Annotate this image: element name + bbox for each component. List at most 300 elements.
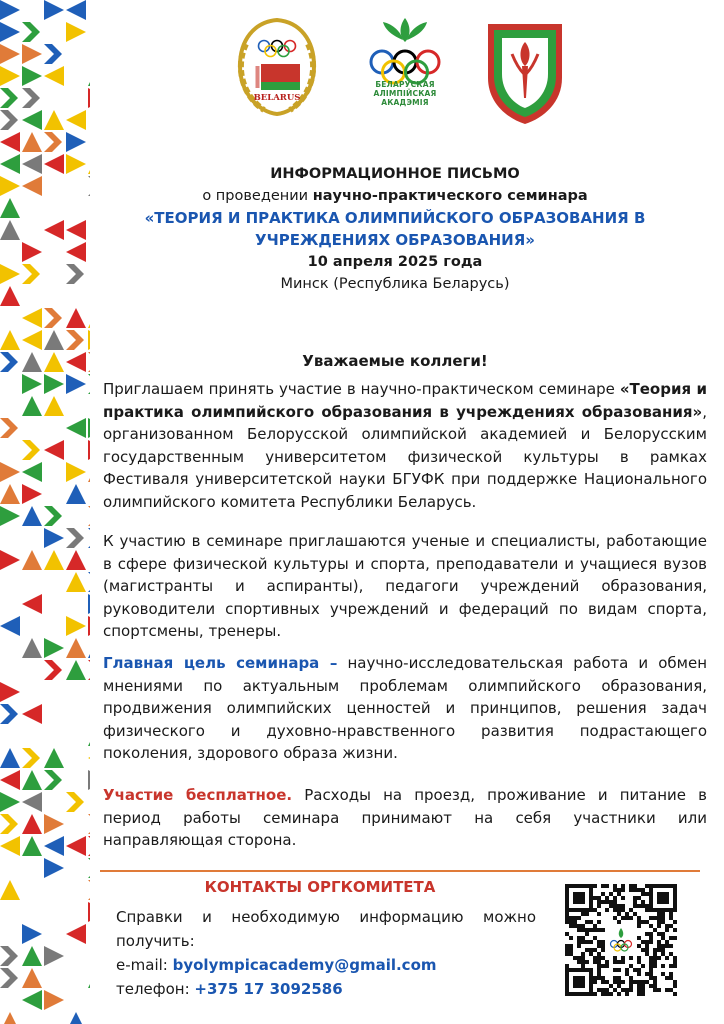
pattern-shape xyxy=(22,550,42,570)
pattern-shape xyxy=(0,616,20,636)
pattern-shape xyxy=(44,748,64,768)
qr-module xyxy=(605,884,609,888)
pattern-shape xyxy=(44,858,64,878)
qr-module xyxy=(593,884,597,888)
qr-module xyxy=(597,920,601,924)
invitation-paragraph xyxy=(103,378,707,513)
qr-module xyxy=(645,892,649,896)
pattern-shape xyxy=(44,814,64,834)
qr-module xyxy=(621,956,625,960)
qr-module xyxy=(649,968,653,972)
qr-module xyxy=(581,928,585,932)
noc-label: BELARUS xyxy=(253,93,301,103)
pattern-shape xyxy=(22,264,40,284)
qr-module xyxy=(597,944,601,948)
qr-module xyxy=(565,948,569,952)
qr-module xyxy=(577,936,581,940)
pattern-shape xyxy=(22,484,42,504)
qr-module xyxy=(649,960,653,964)
qr-module xyxy=(673,964,677,968)
qr-module xyxy=(605,992,609,996)
qr-module xyxy=(645,940,649,944)
pattern-shape xyxy=(22,66,42,86)
pattern-shape xyxy=(66,132,86,152)
qr-module xyxy=(637,972,641,976)
pattern-shape xyxy=(66,528,84,548)
pattern-shape xyxy=(0,748,20,768)
pattern-shape xyxy=(88,968,90,988)
qr-module xyxy=(629,980,633,984)
pattern-shape xyxy=(66,374,86,394)
qr-module xyxy=(617,908,621,912)
qr-module xyxy=(645,904,649,908)
qr-module xyxy=(597,988,601,992)
qr-module xyxy=(641,900,645,904)
academy-name-line: БЕЛАРУСКАЯ xyxy=(375,80,435,89)
qr-module xyxy=(661,952,665,956)
qr-module xyxy=(637,920,641,924)
qr-module xyxy=(597,900,601,904)
qr-module xyxy=(617,992,621,996)
pattern-shape xyxy=(44,352,64,372)
qr-module xyxy=(621,888,625,892)
qr-module xyxy=(601,964,605,968)
pattern-shape xyxy=(88,616,90,636)
pattern-shape xyxy=(44,506,62,526)
qr-module xyxy=(569,916,573,920)
qr-module xyxy=(625,916,629,920)
qr-module xyxy=(637,992,641,996)
pattern-shape xyxy=(22,770,42,790)
qr-module xyxy=(601,992,605,996)
pattern-shape xyxy=(88,88,90,108)
qr-module xyxy=(665,988,669,992)
qr-module xyxy=(597,940,601,944)
qr-module xyxy=(593,936,597,940)
qr-module xyxy=(669,952,673,956)
pattern-shape xyxy=(0,198,20,218)
pattern-shape xyxy=(88,528,90,548)
free-participation-paragraph xyxy=(103,784,707,852)
qr-module xyxy=(577,960,581,964)
email-line xyxy=(116,953,536,977)
qr-module xyxy=(661,932,665,936)
qr-module xyxy=(653,988,657,992)
qr-module xyxy=(577,944,581,948)
qr-module xyxy=(605,908,609,912)
pattern-shape xyxy=(66,330,84,350)
qr-module xyxy=(617,968,621,972)
qr-module xyxy=(629,976,633,980)
qr-module xyxy=(649,964,653,968)
pattern-shape xyxy=(22,638,42,658)
pattern-shape xyxy=(44,308,62,328)
qr-module xyxy=(657,988,661,992)
qr-module xyxy=(673,928,677,932)
qr-module xyxy=(649,916,653,920)
qr-module xyxy=(641,948,645,952)
pattern-shape xyxy=(0,792,20,812)
pattern-shape xyxy=(44,220,64,240)
pattern-shape xyxy=(0,66,20,86)
pattern-shape xyxy=(0,704,18,724)
qr-module xyxy=(657,940,661,944)
pattern-shape xyxy=(0,264,20,284)
qr-module xyxy=(597,904,601,908)
pattern-shape xyxy=(22,396,42,416)
qr-module xyxy=(653,984,657,988)
qr-module xyxy=(617,892,621,896)
qr-module xyxy=(569,936,573,940)
qr-module xyxy=(605,980,609,984)
pattern-shape xyxy=(88,902,90,922)
qr-module xyxy=(609,892,613,896)
qr-module xyxy=(621,908,625,912)
pattern-shape xyxy=(66,418,86,438)
qr-module xyxy=(565,912,569,916)
qr-module xyxy=(657,916,661,920)
pattern-shape xyxy=(66,484,86,504)
pattern-shape xyxy=(88,66,90,86)
qr-module xyxy=(617,904,621,908)
pattern-shape xyxy=(66,0,86,20)
qr-module xyxy=(669,988,673,992)
pattern-shape xyxy=(22,814,42,834)
qr-module xyxy=(613,976,617,980)
seminar-date: 10 апреля 2025 года xyxy=(307,254,483,270)
qr-module xyxy=(597,956,601,960)
qr-module xyxy=(613,896,617,900)
qr-module xyxy=(649,972,653,976)
pattern-shape xyxy=(22,176,42,196)
qr-module xyxy=(673,920,677,924)
qr-module xyxy=(657,912,661,916)
qr-module xyxy=(613,960,617,964)
qr-module xyxy=(569,952,573,956)
qr-module xyxy=(629,988,633,992)
qr-module xyxy=(673,992,677,996)
qr-module xyxy=(641,892,645,896)
qr-module xyxy=(641,980,645,984)
qr-module xyxy=(581,940,585,944)
pattern-shape xyxy=(66,242,86,262)
qr-module xyxy=(577,940,581,944)
qr-module xyxy=(613,884,617,888)
qr-module xyxy=(629,984,633,988)
olympic-academy-logo-icon xyxy=(355,14,455,126)
pattern-shape xyxy=(22,792,42,812)
contacts-divider xyxy=(100,870,700,872)
pattern-shape xyxy=(22,154,42,174)
qr-module xyxy=(577,928,581,932)
pattern-shape xyxy=(22,990,42,1010)
qr-module xyxy=(657,956,661,960)
qr-module xyxy=(605,896,609,900)
qr-module xyxy=(565,964,569,968)
qr-module xyxy=(597,928,601,932)
qr-module xyxy=(645,972,649,976)
qr-module xyxy=(665,976,669,980)
qr-module xyxy=(621,916,625,920)
qr-module xyxy=(637,960,641,964)
qr-module xyxy=(661,964,665,968)
pattern-shape xyxy=(88,770,90,790)
pattern-shape xyxy=(88,374,90,394)
pattern-shape xyxy=(0,286,20,306)
goal-paragraph xyxy=(103,652,707,765)
pattern-shape xyxy=(22,968,42,988)
qr-module xyxy=(569,924,573,928)
noc-belarus-emblem-icon xyxy=(224,14,330,120)
qr-module xyxy=(617,980,621,984)
pattern-shape xyxy=(0,418,18,438)
qr-module xyxy=(641,888,645,892)
qr-module xyxy=(589,940,593,944)
qr-module xyxy=(593,908,597,912)
qr-module xyxy=(597,968,601,972)
qr-module xyxy=(601,976,605,980)
qr-module xyxy=(613,968,617,972)
pattern-shape xyxy=(0,836,20,856)
qr-module xyxy=(601,988,605,992)
subtitle-bold: научно-практического семинара xyxy=(312,188,588,204)
pattern-shape xyxy=(0,682,20,702)
pattern-shape xyxy=(88,1012,90,1024)
qr-module xyxy=(649,956,653,960)
qr-module xyxy=(637,968,641,972)
phone-link[interactable]: +375 17 3092586 xyxy=(194,980,343,998)
qr-module xyxy=(649,936,653,940)
qr-module xyxy=(581,912,585,916)
pattern-shape xyxy=(0,176,20,196)
pattern-shape xyxy=(22,242,42,262)
qr-module xyxy=(577,916,581,920)
qr-module xyxy=(573,920,577,924)
qr-module xyxy=(601,900,605,904)
free-text: Расходы на проезд, проживание и питание в период работы семинара принимают на себя участники или направляющая сторона. xyxy=(103,786,707,849)
qr-module xyxy=(605,960,609,964)
qr-module xyxy=(625,992,629,996)
qr-module xyxy=(633,904,637,908)
qr-module xyxy=(665,924,669,928)
qr-module xyxy=(581,936,585,940)
qr-module xyxy=(661,936,665,940)
qr-module xyxy=(617,888,621,892)
qr-module xyxy=(665,940,669,944)
pattern-shape xyxy=(66,616,86,636)
qr-module xyxy=(641,988,645,992)
qr-module xyxy=(605,988,609,992)
qr-module xyxy=(649,940,653,944)
qr-module xyxy=(573,892,585,904)
qr-module xyxy=(581,964,585,968)
qr-module xyxy=(637,904,641,908)
qr-module xyxy=(589,948,593,952)
pattern-shape xyxy=(88,154,90,174)
qr-module xyxy=(637,916,641,920)
qr-module xyxy=(617,984,621,988)
qr-module xyxy=(593,992,597,996)
pattern-shape xyxy=(44,638,64,658)
pattern-shape xyxy=(88,858,90,878)
qr-module xyxy=(645,920,649,924)
pattern-shape xyxy=(44,66,64,86)
qr-module xyxy=(613,980,617,984)
qr-module xyxy=(645,932,649,936)
pattern-shape xyxy=(66,110,86,130)
qr-module xyxy=(565,932,569,936)
qr-module xyxy=(645,944,649,948)
pattern-shape xyxy=(88,814,90,834)
qr-module xyxy=(601,884,605,888)
qr-module xyxy=(661,948,665,952)
pattern-shape xyxy=(44,836,64,856)
university-emblem-icon xyxy=(482,14,568,126)
pattern-shape xyxy=(0,44,20,64)
letter-subtitle xyxy=(100,185,690,207)
qr-module xyxy=(661,920,665,924)
greeting: Уважаемые коллеги! xyxy=(302,352,488,370)
qr-module xyxy=(637,936,641,940)
pattern-shape xyxy=(0,550,20,570)
letter-header xyxy=(100,163,690,295)
qr-module xyxy=(577,956,581,960)
pattern-shape xyxy=(0,484,20,504)
qr-module xyxy=(629,916,633,920)
academy-name xyxy=(355,80,455,107)
qr-module xyxy=(657,948,661,952)
qr-module xyxy=(569,944,573,948)
qr-module xyxy=(641,940,645,944)
qr-module xyxy=(593,928,597,932)
qr-module xyxy=(657,944,661,948)
contacts-title: КОНТАКТЫ ОРГКОМИТЕТА xyxy=(204,878,436,896)
pattern-shape xyxy=(44,440,64,460)
qr-module xyxy=(581,924,585,928)
qr-module xyxy=(621,980,625,984)
qr-module xyxy=(565,952,569,956)
pattern-shape xyxy=(88,638,90,658)
qr-module xyxy=(673,936,677,940)
pattern-shape xyxy=(0,22,20,42)
qr-module xyxy=(657,924,661,928)
qr-module xyxy=(633,912,637,916)
qr-module xyxy=(645,948,649,952)
qr-module xyxy=(673,956,677,960)
qr-module xyxy=(601,940,605,944)
pattern-shape xyxy=(88,352,90,372)
pattern-shape xyxy=(0,330,20,350)
pattern-shape xyxy=(22,330,42,350)
qr-module xyxy=(621,904,625,908)
qr-module xyxy=(665,944,669,948)
decorative-side-pattern xyxy=(0,0,90,1024)
qr-module xyxy=(633,888,637,892)
qr-module xyxy=(669,972,673,976)
pattern-shape xyxy=(44,330,64,350)
participants-paragraph: К участию в семинаре приглашаются ученые и специалисты, работающие в сфере физической культуры и спорта, преподаватели и учащиеся вузов (магистранты и аспиранты), педагоги учреждений образования, руководители спортивных учреждений и федераций по видам спорта, спортсмены, тренеры. xyxy=(103,532,707,640)
pattern-shape xyxy=(22,374,42,394)
qr-module xyxy=(625,968,629,972)
pattern-shape xyxy=(22,946,42,966)
qr-module xyxy=(569,920,573,924)
qr-module xyxy=(669,924,673,928)
qr-module xyxy=(625,912,629,916)
qr-module xyxy=(609,900,613,904)
qr-module xyxy=(673,980,677,984)
pattern-shape xyxy=(66,924,86,944)
qr-module xyxy=(657,932,661,936)
pattern-shape xyxy=(0,814,18,834)
pattern-shape xyxy=(0,506,20,526)
qr-module xyxy=(601,892,605,896)
pattern-shape xyxy=(66,462,86,482)
qr-module xyxy=(645,884,649,888)
pattern-shape xyxy=(44,396,64,416)
qr-module xyxy=(621,896,625,900)
pattern-shape xyxy=(44,0,64,20)
qr-module xyxy=(585,912,589,916)
qr-module xyxy=(637,888,641,892)
qr-module xyxy=(593,896,597,900)
qr-module xyxy=(661,916,665,920)
pattern-shape xyxy=(88,440,90,460)
pattern-shape xyxy=(22,748,40,768)
qr-module xyxy=(597,952,601,956)
qr-module xyxy=(601,944,605,948)
qr-module xyxy=(597,896,601,900)
qr-code-icon[interactable] xyxy=(565,884,677,996)
qr-module xyxy=(617,920,621,924)
qr-module xyxy=(653,960,657,964)
qr-module xyxy=(593,948,597,952)
pattern-shape xyxy=(44,110,64,130)
qr-module xyxy=(657,920,661,924)
p1-seminar-name: «Теория и практика олимпийского образования в учреждениях образования» xyxy=(103,380,707,421)
qr-module xyxy=(573,976,585,988)
qr-module xyxy=(621,960,625,964)
qr-module xyxy=(657,892,669,904)
qr-module xyxy=(581,960,585,964)
qr-module xyxy=(573,956,577,960)
pattern-shape xyxy=(88,880,90,900)
qr-module xyxy=(673,960,677,964)
qr-module xyxy=(633,968,637,972)
academy-name-line: АКАДЭМІЯ xyxy=(381,98,429,107)
qr-module xyxy=(649,984,653,988)
pattern-shape xyxy=(0,1012,20,1024)
qr-module xyxy=(613,908,617,912)
seminar-topic-line2: УЧРЕЖДЕНИЯХ ОБРАЗОВАНИЯ» xyxy=(255,231,535,249)
pattern-shape xyxy=(66,660,86,680)
qr-module xyxy=(629,956,633,960)
free-lead: Участие бесплатное. xyxy=(103,786,293,804)
qr-module xyxy=(629,908,633,912)
email-link[interactable]: byolympicacademy@gmail.com xyxy=(172,956,437,974)
qr-module xyxy=(613,888,617,892)
pattern-shape xyxy=(22,440,40,460)
qr-module xyxy=(625,972,629,976)
seminar-topic-line1: «ТЕОРИЯ И ПРАКТИКА ОЛИМПИЙСКОГО ОБРАЗОВАНИЯ В xyxy=(144,209,646,227)
pattern-shape xyxy=(88,836,90,856)
qr-module xyxy=(565,916,569,920)
pattern-shape xyxy=(22,352,42,372)
qr-module xyxy=(673,984,677,988)
pattern-shape xyxy=(0,968,18,988)
qr-module xyxy=(645,952,649,956)
pattern-shape xyxy=(66,352,86,372)
qr-module xyxy=(617,960,621,964)
